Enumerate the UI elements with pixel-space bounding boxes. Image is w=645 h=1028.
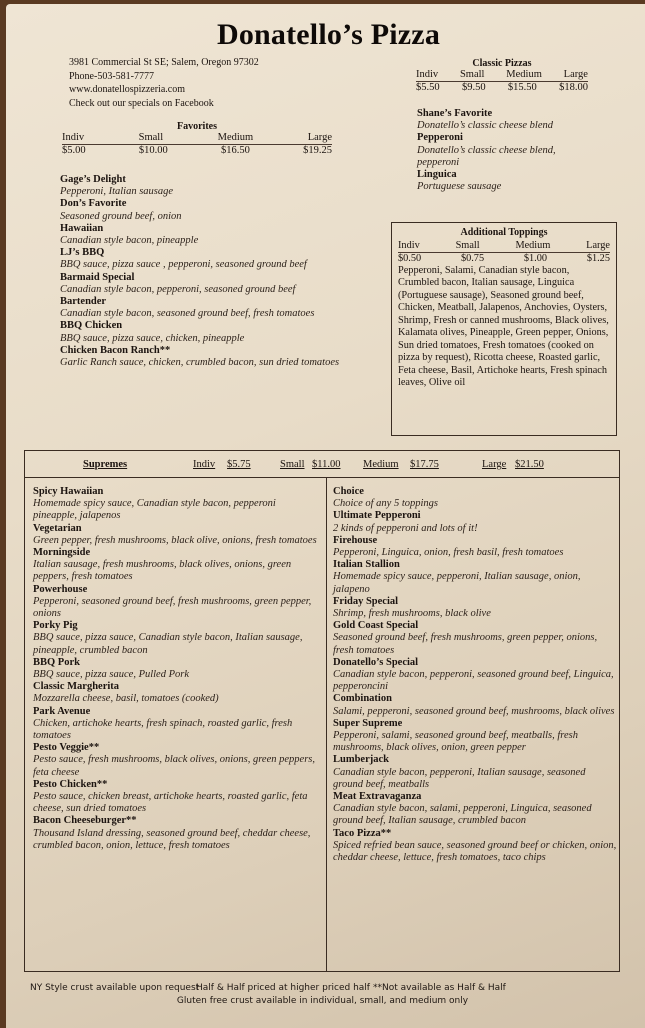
address: 3981 Commercial St SE; Salem, Oregon 97302 (69, 57, 259, 68)
price: $19.25 (303, 145, 332, 156)
size-label: Small (280, 459, 305, 470)
size-label: Large (586, 239, 610, 251)
price: $0.50 (398, 252, 422, 264)
menu-item: Pesto Veggie** Pesto sauce, fresh mushrooms, black olives, onions, green peppers, feta cheese (33, 742, 315, 778)
size-label: Small (459, 69, 485, 80)
size-label: Medium (217, 132, 254, 143)
menu-item: Combination Salami, pepperoni, seasoned ground beef, mushrooms, black olives (333, 693, 615, 717)
price: $16.50 (221, 145, 250, 156)
phone: Phone-503-581-7777 (69, 70, 154, 82)
favorites-price-table (62, 121, 332, 157)
size-label: Small (138, 132, 164, 143)
menu-item: Linguica Portuguese sausage (417, 169, 502, 193)
not-available-note: **Not available as Half & Half (373, 983, 506, 993)
menu-item: BBQ Chicken BBQ sauce, pizza sauce, chicken, pineapple (60, 320, 245, 344)
menu-item: Vegetarian Green pepper, fresh mushrooms, black olive, onions, fresh tomatoes (33, 522, 317, 546)
size-label: Indiv (193, 459, 216, 470)
column-divider (326, 478, 327, 971)
price: $0.75 (460, 252, 485, 264)
supremes-header (25, 451, 619, 478)
classic-title: Classic Pizzas (472, 58, 532, 69)
menu-item: Donatello’s Special Canadian style bacon, pepperoni, seasoned ground beef, Linguica, pepperoncini (333, 656, 614, 693)
price: $21.50 (515, 459, 544, 470)
contact-info (69, 56, 259, 110)
menu-item: Don’s Favorite Seasoned ground beef, onion (60, 198, 182, 222)
menu-item: Powerhouse Pepperoni, seasoned ground beef, fresh mushrooms, green pepper, onions (33, 583, 312, 620)
menu-item: Shane’s Favorite Donatello’s classic cheese blend (417, 108, 553, 132)
menu-item: Bacon Cheeseburger** Thousand Island dressing, seasoned ground beef, cheddar cheese, crumbled bacon, onion, lettuce, fresh tomatoes (33, 815, 311, 851)
size-label: Large (482, 459, 507, 470)
toppings-title: Additional Toppings (460, 227, 548, 238)
menu-item: Lumberjack Canadian style bacon, pepperoni, Italian sausage, seasoned ground beef, meatballs (333, 754, 586, 790)
classic-price-table (416, 58, 588, 94)
size-label: Large (563, 69, 588, 80)
size-label: Medium (506, 69, 542, 80)
menu-item: Gage’s Delight Pepperoni, Italian sausage (60, 174, 174, 198)
menu-item: LJ’s BBQ BBQ sauce, pizza sauce , pepperoni, seasoned ground beef (60, 247, 307, 271)
price: $15.50 (507, 82, 537, 93)
menu-item: Friday Special Shrimp, fresh mushrooms, black olive (333, 595, 491, 620)
classic-list (417, 108, 597, 193)
menu-item: Pepperoni Donatello’s classic cheese blend, pepperoni (417, 132, 556, 168)
supremes-box (24, 450, 620, 972)
supremes-title: Supremes (83, 459, 128, 470)
price: $10.00 (138, 145, 168, 156)
size-label: Indiv (398, 239, 420, 251)
toppings-list: Pepperoni, Salami, Canadian style bacon, Crumbled bacon, Italian sausage, Linguica (Portuguese sausage), Seasoned ground beef, Chicken, Meatball, Jalapenos, Anchovies, Oysters, Shrimp, Fresh or canned mushrooms, Black olives, Kalamata olives, Pineapple, Green pepper, Onions, Sun dried tomatoes, Fresh tomatoes (cooked on pizza by request), Ricotta cheese, Roasted garlic, Feta cheese, Basil, Artichoke hearts, Fresh spinach leaves, Olive oil (398, 264, 609, 388)
restaurant-title: Donatello’s Pizza (216, 18, 441, 51)
menu-item: Gold Coast Special Seasoned ground beef, fresh mushrooms, green pepper, onions, fresh tomatoes (333, 620, 598, 656)
menu-item: Morningside Italian sausage, fresh mushrooms, black olives, onions, green peppers, fresh tomatoes (33, 547, 292, 583)
price: $11.00 (312, 459, 341, 470)
size-label: Medium (515, 239, 551, 251)
menu-item: Bartender Canadian style bacon, seasoned ground beef, fresh tomatoes (60, 296, 315, 320)
price: $1.25 (586, 252, 610, 264)
price: $9.50 (461, 82, 486, 93)
size-label: Large (307, 132, 332, 143)
price: $5.50 (416, 82, 440, 93)
menu-item: Choice Choice of any 5 toppings (333, 486, 438, 510)
supremes-right-list (333, 486, 618, 864)
menu-item: Pesto Chicken** Pesto sauce, chicken breast, artichoke hearts, roasted garlic, feta cheese, sun dried tomatoes (33, 778, 308, 815)
facebook-note: Check out our specials on Facebook (69, 97, 214, 109)
favorites-title: Favorites (177, 121, 217, 132)
menu-item: Ultimate Pepperoni 2 kinds of pepperoni and lots of it! (333, 510, 478, 534)
menu-item: BBQ Pork BBQ sauce, pizza sauce, Pulled Pork (33, 656, 190, 681)
size-label: Indiv (416, 69, 439, 80)
gluten-free-note: Gluten free crust available in individual, small, and medium only (176, 996, 469, 1006)
price: $5.75 (227, 459, 251, 470)
price: $1.00 (523, 252, 548, 264)
menu-item: Firehouse Pepperoni, Linguica, onion, fresh basil, fresh tomatoes (333, 534, 564, 559)
size-label: Small (455, 239, 480, 251)
menu-item: Classic Margherita Mozzarella cheese, basil, tomatoes (cooked) (33, 681, 219, 705)
menu-item: Taco Pizza** Spiced refried bean sauce, seasoned ground beef or chicken, onion, cheddar cheese, lettuce, fresh tomatoes, taco chips (333, 827, 617, 864)
ny-style-note: NY Style crust available upon request (30, 983, 200, 993)
price: $17.75 (410, 459, 439, 470)
menu-item: Hawaiian Canadian style bacon, pineapple (60, 222, 199, 247)
half-half-note: Half & Half priced at higher priced half (196, 983, 370, 993)
website-link[interactable]: www.donatellospizzeria.com (69, 84, 185, 95)
supremes-left-list (33, 486, 318, 852)
menu-item: Meat Extravaganza Canadian style bacon, salami, pepperoni, Linguica, seasoned ground beef, Italian sausage, crumbled bacon (333, 791, 592, 827)
menu-item: Porky Pig BBQ sauce, pizza sauce, Canadian style bacon, Italian sausage, pineapple, crumbled bacon (33, 620, 303, 656)
menu-item: Italian Stallion Homemade spicy sauce, pepperoni, Italian sausage, onion, jalapeno (333, 559, 581, 595)
price: $18.00 (559, 82, 588, 93)
size-label: Medium (363, 459, 399, 470)
price: $5.00 (62, 145, 86, 156)
menu-item: Spicy Hawaiian Homemade spicy sauce, Canadian style bacon, pepperoni pineapple, jalapenos (33, 486, 276, 522)
menu-item: Chicken Bacon Ranch** Garlic Ranch sauce, chicken, crumbled bacon, sun dried tomatoes (60, 344, 340, 369)
favorites-list (60, 174, 350, 369)
menu-page (6, 4, 645, 1028)
size-label: Indiv (62, 132, 85, 143)
menu-item: Park Avenue Chicken, artichoke hearts, fresh spinach, roasted garlic, fresh tomatoes (33, 705, 293, 742)
menu-item: Super Supreme Pepperoni, salami, seasoned ground beef, meatballs, fresh mushrooms, black olives, onion, green pepper (333, 717, 578, 754)
menu-item: Barmaid Special Canadian style bacon, pepperoni, seasoned ground beef (60, 271, 296, 295)
additional-toppings-box (391, 222, 617, 436)
